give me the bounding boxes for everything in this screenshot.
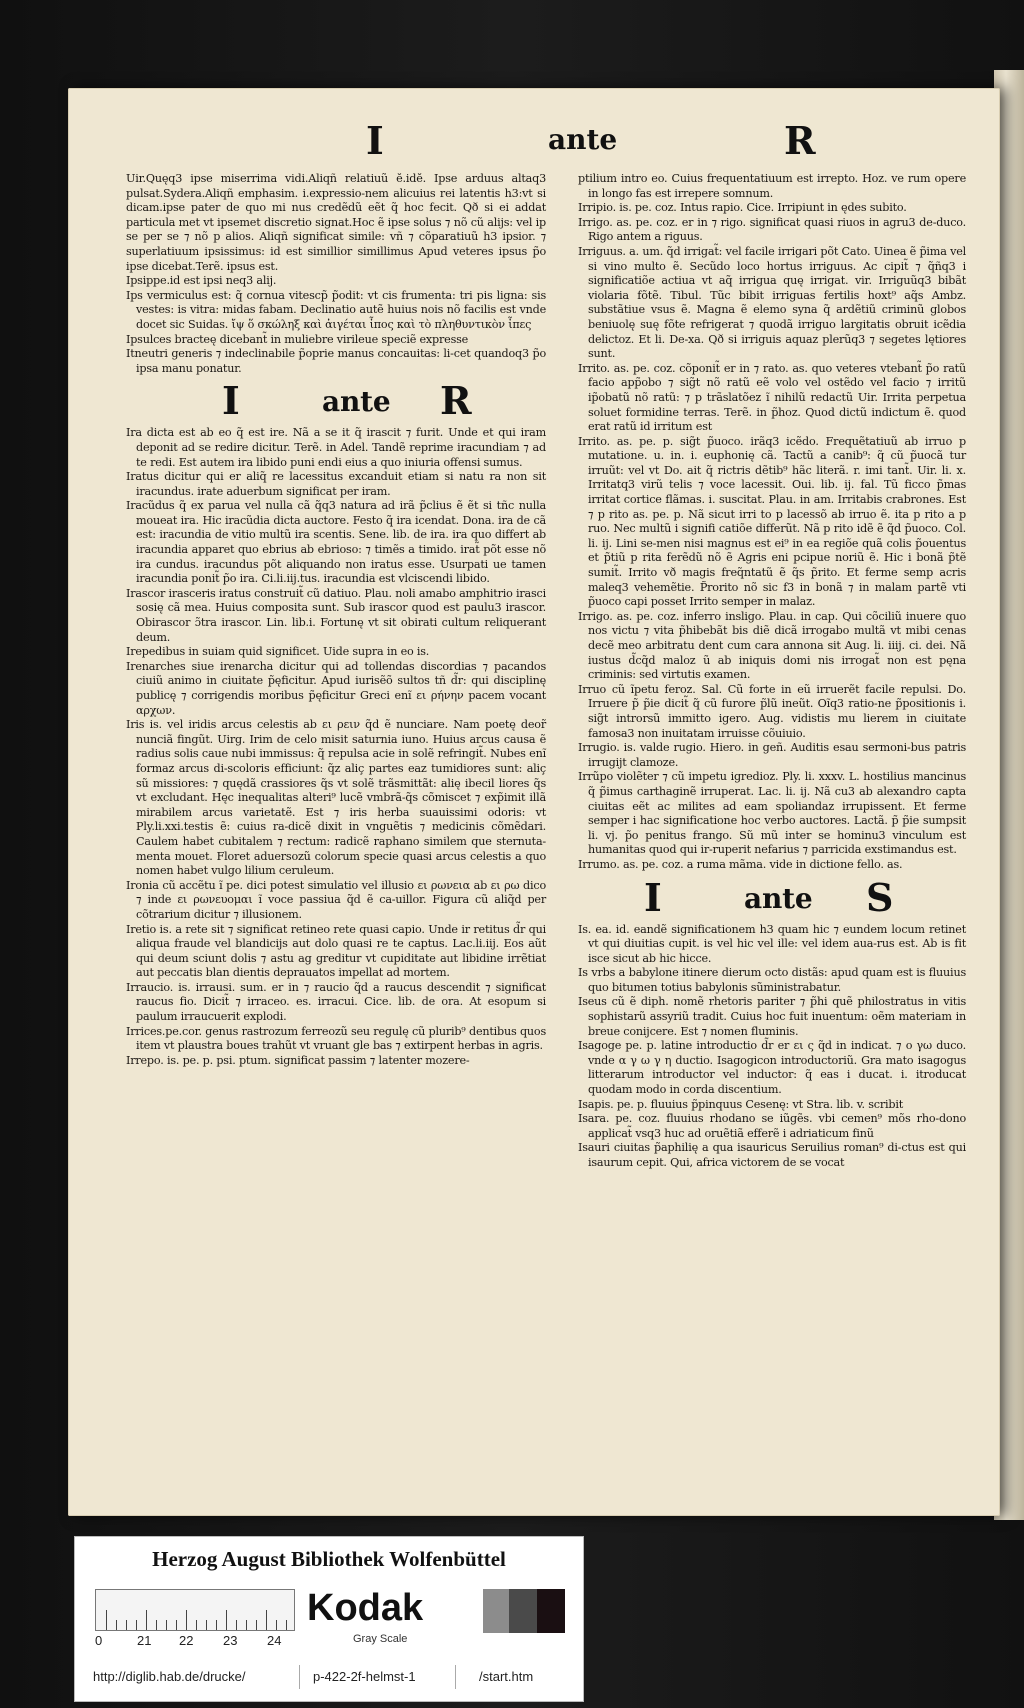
section-heading-letter: I: [644, 874, 662, 920]
dictionary-entry: Irrũpo violẽter ⁊ cũ impetu igredioz. Ply. li. xxxv. L. hostilius mancinus q̃ p̃imus carthaginẽ irruperat. Lac. li. ij. Nã cu3 ab alexandro capta ciuitas eẽt ac milites ad eam spoliandaz irrupissent. Et ferme semper i hac significatione hoc verbo auctores. Lactã. p̃ p̃ie sumpsit li. vj. p̃o penitus frango. Sũ mũ inter se hominu3 vinculum est humanitas quod qui ir-ruperit nefarius ⁊ parricida exstimandus est.: [578, 770, 966, 857]
left-column: [126, 172, 546, 1068]
dictionary-entry: Ira dicta est ab eo q̃ est ire. Nã a se it q̃ irascit ⁊ furit. Unde et qui iram deponit ad se redire dicitur. Terẽ. in Adel. Tandẽ reprime iracundiam ⁊ ad te redi. Est autem ira libido puni endi eius a quo iniuria offensi sumus.: [126, 426, 546, 469]
running-head-word: ante: [548, 123, 618, 156]
dictionary-entry: Isagoge pe. p. latine introductio d̃r er ει ς q̃d in indicat. ⁊ ο γω duco. vnde α γ ω γ η ductio. Isagogicon introductoriũ. Gra mato isagogus litterarum introductor vel inductor: q̃ eas i ducat. i. itroducat quodam modo in corda discentium.: [578, 1039, 966, 1097]
url-document-id: p-422-2f-helmst-1: [313, 1669, 416, 1684]
source-url-row: [75, 1665, 583, 1689]
dictionary-entry: Iseus cũ ẽ diph. nomẽ rhetoris pariter ⁊ p̃hi quẽ philostratus in vitis sophistarũ assyriũ tradit. Cuius hoc fuit inuentum: oẽm materiam in breue conijcere. Est ⁊ nomen fluminis.: [578, 995, 966, 1038]
color-target-card: [74, 1536, 584, 1702]
dictionary-entry: Irascor irasceris iratus construit̃ cũ datiuo. Plau. noli amabo amphitrio irasci sosię cã mea. Huius composita sunt. Sub irascor quod est paulu3 irascor. Obirascor ɔ̃tra irascor. Lin. lib.i. Fortunę vt sit obirati cultum reliquerant deum.: [126, 586, 547, 644]
dictionary-entry: Isauri ciuitas p̃aphilię a qua isauricus Seruilius roman⁹ di-ctus est qui isaurum cepit. Qui, africa victorem de se vocat: [578, 1141, 966, 1169]
dictionary-entry: Irrito. as. pe. p. sig̃t p̃uoco. irãq3 icẽdo. Frequẽtatiuũ ab irruo p mutatione. u. in. i. euphonię cã. Tactũ a canib⁹: q̃ cũ p̃uocã tur irruũt: vel vt Do. ait q̃ rictris dẽtib⁹ hãc literã. r. imi tant̃. Uir. li. x. Irritatq3 virũ telis ⁊ voce lacessit. Oui. lib. ij. fal. Tũ ficco p̃mas irritat cortice flãmas. i. suscitat. Plau. in am. Irritabis crabrones. Est ⁊ p rito as. pe. p. Nã sicut irri to p lacessõ ab irruo ẽ. ita p rito a p ruo. Nec multũ i signifi catiõe differũt. Nã p rito idẽ ẽ q̃d p̃uoco. Col. li. ij. Lini se-men nisi magnus est ei⁹ in ea regiõe quã colis p̃ouentus et p̃tiũ p rita ferẽdũ nõ ẽ Agris eni pcipue noriũ ẽ. Hic i bonã p̃tẽ sumit̃. Irrito vð magis freq̃ntatũ ẽ q̃s p̃rito. Et ferme semp acris maleq3 vehemẽtie. P̃rorito nõ sic f3 in bonã ⁊ in malam partẽ vti p̃uoco capi posset Irrito semper in malaz.: [578, 434, 966, 609]
measurement-ruler: [95, 1589, 295, 1631]
dictionary-entry: Irrito. as. pe. coz. cõponit̃ er in ⁊ rato. as. quo veteres vtebant̃ p̃o ratũ facio app̃obo ⁊ sig̃t nõ ratũ eẽ volo vel ostẽdo vel facio ⁊ irritũ ip̃obatũ nõ ratũ: ⁊ p trãslatõez ĩ nihilũ redactũ Uir. Irrita perpetua soluet formidine terras. Terẽ. in p̃hoz. Quod dictũ indictum ẽ. quod erat ratũ id irritum est: [578, 361, 966, 434]
section-heading: [126, 378, 546, 424]
running-head-letter-2: R: [784, 118, 816, 163]
section-heading-letter: I: [222, 378, 240, 424]
intro-paragraph: Uir.Quęq3 ipse miserrima vidi.Aliqñ relatiuũ ĕ.idĕ. Ipse arduus altaq3 pulsat.Sydera.Aliqñ emphasim. i.expressio-nem alicuius rei latentis h3:vt si dicam.ipse pater de quo mi nus credẽdũ eẽt q̃ hoc fecit. Qð si ei addat particula met vt ipsemet discretio signat.Hoc ẽ ipse solus ⁊ nõ cũ alijs: vel ip se per se ⁊ nõ p alios. Aliqñ significat simile: vñ ⁊ cõparatiuũ h3 ipsior. ⁊ superlatiuum ipsissimus: id est simillior simillimus Apud veteres ipsus p̃o ipse dicebat.Terẽ. ipsus est.: [126, 172, 546, 273]
dictionary-entry: Is vrbs a babylone itinere dierum octo distãs: apud quam est is fluuius quo bitumen totius babylonis sũministrabatur.: [578, 966, 966, 994]
section-heading: [578, 874, 966, 920]
dictionary-entry: Iretio is. a rete sit ⁊ significat retineo rete quasi capio. Unde ir retitus d̃r qui aliqua fraude vel blandicijs aut dolo quasi re te captus. Lac.li.iij. Eos aũt qui deum sciunt dolis ⁊ astu ag greditur vt cupiditate aut libidine irrẽtiat aut peccatis blan dientis deprauatos impellat ad mortem.: [126, 922, 546, 980]
section-heading-letter-2: S: [866, 874, 894, 920]
ruler-label: 22: [179, 1633, 194, 1648]
section-heading-letter-2: R: [440, 378, 472, 424]
dictionary-entry: Irriguus. a. um. q̃d irrigat̃: vel facile irrigari põt Cato. Uinea ẽ p̃ima vel si vino multo ẽ. Secũdo loco hortus irriguus. Ac cipit̃ ⁊ q̃ñq3 i significatiõe actiua vt aq̃ irrigua quę irrigat. vir. Irriguũq3 bibãt violaria fõtẽ. Tibul. Tũc bibit irriguas fertilis hoxt⁹ aq̃s Ambz. substãtiue vsus ẽ. Magna ẽ elemo syna q̃ ardẽtiũ criminũ globos beniuolę suę fõte refrigerat ⁊ quodã irriguo largitatis obruit icẽdia delictoz. Et li. De-xa. Qð si irriguis aquaz plerũq3 ⁊ segetes lętiores sunt.: [578, 244, 966, 361]
section-heading-word: ante: [322, 385, 391, 419]
running-head-letter: I: [366, 118, 384, 163]
dictionary-entry: ptilium intro eo. Cuius frequentatiuum est irrepto. Hoz. ve rum opere in longo fas est irrepere somnum.: [578, 172, 966, 200]
section-heading-word: ante: [744, 881, 813, 915]
dictionary-entry: Irrumo. as. pe. coz. a ruma mãma. vide in dictione fello. as.: [578, 857, 903, 871]
dictionary-entry: Irenarches siue irenarcha dicitur qui ad tollendas discordias ⁊ pacandos ciuiũ animo in ciuitate p̃ęficitur. Apud iurisẽõ sultos tñ d̃r: qui disciplinę publicę ⁊ corrigendis moribus p̃ęficitur Greci enĩ ει ρήνην pacem vocant αρχων.: [126, 659, 546, 717]
ruler-labels: [95, 1633, 305, 1649]
gray-scale-label: Gray Scale: [353, 1633, 408, 1645]
kodak-logo: Kodak: [307, 1587, 424, 1629]
right-column: [578, 172, 966, 1171]
library-name: Herzog August Bibliothek Wolfenbüttel: [152, 1547, 506, 1571]
running-head: [68, 118, 1000, 166]
dictionary-entry: Irrigo. as. pe. coz. er in ⁊ rigo. significat quasi riuos in agru3 de-duco. Rigo antem a riguus.: [578, 215, 966, 244]
dictionary-entry: Irepedibus in suiam quid significet. Uide supra in eo is.: [126, 645, 430, 659]
ruler-label: 21: [137, 1633, 152, 1648]
dictionary-entry: Iris is. vel iridis arcus celestis ab ει ρειν q̃d ẽ nunciare. Nam poetę deor̃ nunciã fingũt. Uirg. Irim de celo misit saturnia iuno. Huius arcus causa ẽ radius solis caue nubi immissus: q̃ repulsa acie in solẽ refringit̃. Nubes enĩ formaz arcus di-scoloris efficiunt: q̃z aliç partes eaz tumidiores sunt: aliç sũ missiores: ⁊ quędã crassiores q̃s vt solẽ trãsmittãt: alię ibecil liores q̃s vt excludant. Hęc inequalitas alteri⁹ lucẽ vmbrã-q̃s cõmiscet ⁊ exp̃imit illã mirabilem arcus varietatẽ. Est ⁊ iris herba suauissimi odoris: vt Ply.li.xxi.testis ẽ: cuius ra-dicẽ dixit in vnguẽtis ⁊ medicinis cõmẽdari. Caulem habet cubitalem ⁊ rectum: radicẽ raphano similem que sternuta-menta mouet. Floret aduersozũ colorum specie quasi arcus celestis a quo nomen habet vulgo lilium ceruleum.: [126, 718, 546, 878]
dictionary-entry: Iracũdus q̃ ex parua vel nulla cã q̃q3 natura ad irã p̃clius ẽ ẽt si tñc nulla moueat ira. Hic iracũdia dicta auctore. Festo q̃ ira icendat. Dona. ira de cã est: iracundia de vitio multũ ira scentis. Sene. lib. de ira. ira quo differt ab iracundia apparet quo ebrius ab ebrioso: ⁊ timẽs a timido. irat̃ põt esse nõ ira cundus. iracundus põt aliquando non iratus esse. Usurpati ue tamen iracundia ponit̃ p̃o ira. Ci.li.iij.tus. iracundia est vlciscendi libido.: [126, 499, 546, 586]
dictionary-entry: Irrugio. is. valde rugio. Hiero. in geñ. Auditis esau sermoni-bus patris irrugijt clamoze.: [578, 741, 966, 769]
dictionary-entry: Irraucio. is. irrausi. sum. er in ⁊ raucio q̃d a raucus descendit ⁊ significat raucus fio. Dicit̃ ⁊ irraceo. es. irracui. Cice. lib. de ora. At esopum si paulum irraucuerit explodi.: [126, 980, 546, 1024]
dictionary-entry: Is. ea. id. eandẽ significationem h3 quam hic ⁊ eundem locum retinet vt qui diuitias cupit. is vel hic vel ille: vel idem aua-rus est. Ab is fit isce sicut ab hic hicce.: [578, 922, 966, 965]
dictionary-entry: Iratus dicitur qui er aliq̃ re lacessitus excanduit etiam si natu ra non sit iracundus. irate aduerbum significat per iram.: [126, 470, 546, 498]
dictionary-entry: Itneutri generis ⁊ indeclinabile p̃oprie manus concauitas: li-cet quandoq3 p̃o ipsa manu ponatur.: [126, 347, 546, 375]
dictionary-entry: Irruo cũ ĩpetu feroz. Sal. Cũ forte in eũ irruerẽt facile repulsi. Do. Irruere p̃ p̃ie dicit̃ q̃ cũ furore p̃lũ ineũt. Oĩq3 ratio-ne p̃positionis i. sig̃t introrsũ immitto igero. Aug. vidistis mu lierem in ciuitate famosa3 non inuitatam irruisse cõuiuio.: [578, 682, 966, 740]
dictionary-entry: Ironia cũ accẽtu ĩ pe. dici potest simulatio vel illusio ει ρωνεια ab ει ρω dico ⁊ inde ει ρωνευομαι ĩ voce passiua q̃d ẽ ca-uillor. Figura cũ aliq̃d per cõtrarium dicitur ⁊ illusionem.: [126, 878, 546, 921]
dictionary-entry: Irrepo. is. pe. p. psi. ptum. significat passim ⁊ latenter mozere-: [126, 1053, 470, 1067]
url-base: http://diglib.hab.de/drucke/: [93, 1669, 246, 1684]
dictionary-entry: Ips vermiculus est: q̃ cornua vitescp̃ p̃odit: vt cis frumenta: tri pis ligna: sis vestes: is vitra: midas fabam. Declinatio autẽ huius nois nõ facilis est vnde docet sic Suidas. ἴψ ὅ σκώληξ καὶ ἀιγέται ἶπος καὶ τὸ πληθυντικὸν ἶπες: [126, 288, 546, 331]
dictionary-entry: Irrices.pe.cor. genus rastrozum ferreozũ seu regulę cũ plurib⁹ dentibus quos item vt plaustra boues trahũt vt vruant gle bas ⁊ extirpent herbas in agris.: [126, 1024, 546, 1053]
ruler-label: 23: [223, 1633, 238, 1648]
dictionary-entry: Ipsulces bracteę dicebant̃ in muliebre virileue speciẽ expresse: [126, 332, 469, 346]
dictionary-entry: Isara. pe. coz. fluuius rhodano se iũgẽs. vbi cemen⁹ mõs rho-dono applicat̃ vsq3 huc ad oruẽtiã efferẽ i adriaticum finũ: [578, 1112, 966, 1140]
dictionary-entry: Isapis. pe. p. fluuius p̃pinquus Cesenę: vt Stra. lib. v. scribit: [578, 1097, 904, 1111]
dictionary-entry: Irrigo. as. pe. coz. inferro insligo. Plau. in cap. Qui cõciliũ inuere quo nos victu ⁊ vita p̃hibebãt bis diẽ dicã irrogabo multã vt mibi cenas decẽ meo arbitratu dent cum cara annona sit Aug. li. iiij. ci. dei. Nã iustus d̃cq̃d maloz ũ ab iniquis domi nis irrogat̃ non est pęna criminis: sed virtutis examen.: [578, 609, 966, 682]
gray-patch-dark: [509, 1589, 537, 1633]
gray-patch-mid: [483, 1589, 509, 1633]
dictionary-entry: Ipsippe.id est ipsi neq3 alij.: [126, 274, 277, 288]
ruler-label: 24: [267, 1633, 282, 1648]
scanned-page: [68, 88, 1000, 1516]
dictionary-entry: Irripio. is. pe. coz. Intus rapio. Cice. Irripiunt in ędes subito.: [578, 201, 907, 215]
url-page: /start.htm: [479, 1669, 534, 1684]
gray-patch-black: [537, 1589, 565, 1633]
ruler-label: 0: [95, 1633, 103, 1648]
